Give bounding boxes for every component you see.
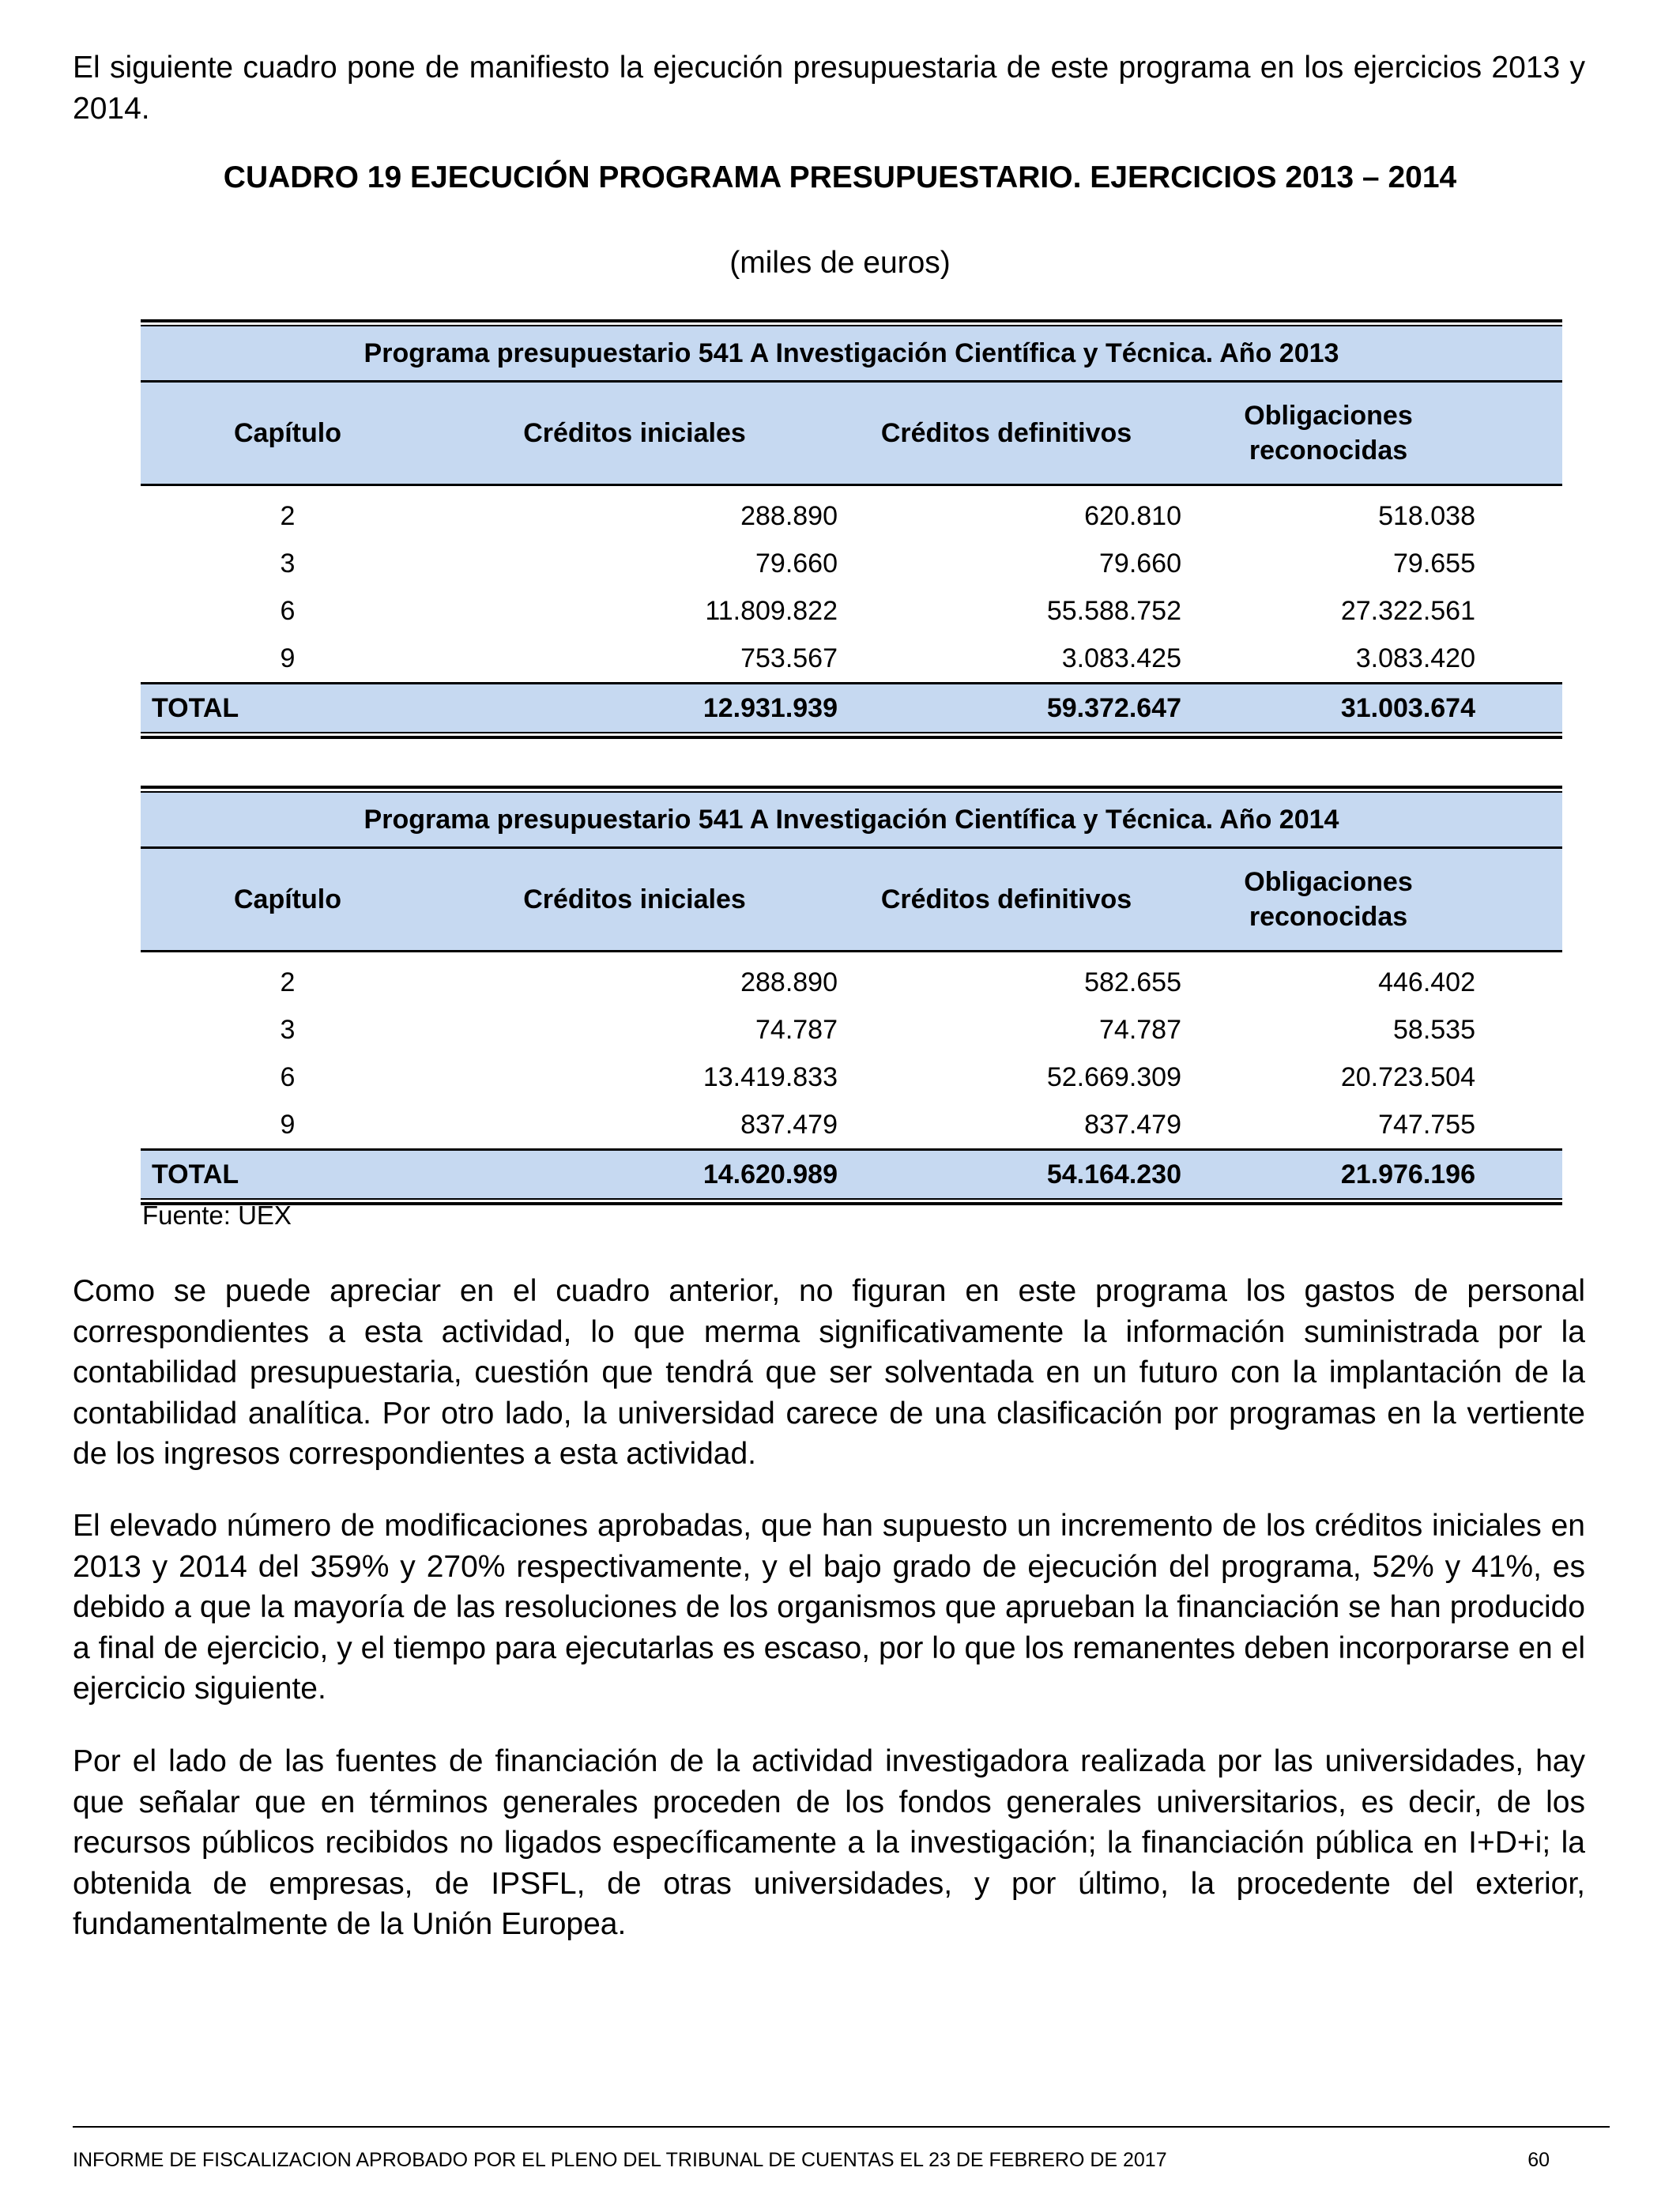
cell-capitulo: 2 [280, 967, 296, 997]
column-header-capitulo: Capítulo [234, 417, 341, 448]
cell-capitulo: 3 [280, 1014, 296, 1045]
cell-obligaciones: 518.038 [1378, 500, 1475, 531]
cell-obligaciones: 27.322.561 [1340, 595, 1475, 626]
total-row [141, 1148, 1562, 1198]
cell-definitivos: 74.787 [1099, 1014, 1181, 1045]
column-header-capitulo: Capítulo [234, 884, 341, 914]
column-header-row [141, 849, 1562, 952]
cell-iniciales: 11.809.822 [705, 595, 838, 626]
cell-obligaciones: 58.535 [1393, 1014, 1475, 1045]
total-label: TOTAL [152, 692, 239, 723]
table-row [141, 540, 1562, 587]
table-row [141, 959, 1562, 1006]
column-header-creditos-definitivos: Créditos definitivos [880, 417, 1132, 448]
table-row [141, 1006, 1562, 1054]
cell-iniciales: 753.567 [740, 643, 838, 673]
budget-table-2014 [141, 786, 1562, 1205]
cell-capitulo: 6 [280, 595, 296, 626]
column-header-creditos-iniciales: Créditos iniciales [523, 884, 746, 914]
budget-table-2013 [141, 319, 1562, 739]
cell-obligaciones: 79.655 [1393, 548, 1475, 579]
cell-obligaciones: 20.723.504 [1340, 1061, 1475, 1092]
cell-obligaciones: 3.083.420 [1355, 643, 1475, 673]
cell-obligaciones: 747.755 [1378, 1109, 1475, 1140]
cell-iniciales: 288.890 [740, 967, 838, 997]
intro-paragraph: El siguiente cuadro pone de manifiesto la ejecución presupuestaria de este programa en los ejercicios 2013 y 2014. [73, 51, 1585, 126]
table-row [141, 587, 1562, 635]
table-units: (miles de euros) [729, 246, 951, 280]
table-bottom-rule [141, 732, 1562, 739]
cell-definitivos: 3.083.425 [1061, 643, 1181, 673]
cell-definitivos: 582.655 [1084, 967, 1181, 997]
total-iniciales: 14.620.989 [703, 1159, 838, 1189]
body-paragraph-2: El elevado número de modificaciones aprobadas, que han supuesto un incremento de los créditos iniciales en 2013 y 2014 del 359% y 270% respectivamente, y el bajo grado de ejecución del programa, 52% y 41%, es debido a que la mayoría de las resoluciones de los organismos que aprueban la financiación se han producido a final de ejercicio, y el tiempo para ejecutarlas es escaso, por lo que los remanentes deben incorporarse en el ejercicio siguiente. [73, 1509, 1585, 1706]
table-row [141, 1101, 1562, 1148]
cell-iniciales: 837.479 [740, 1109, 838, 1140]
total-obligaciones: 31.003.674 [1340, 692, 1475, 723]
total-definitivos: 59.372.647 [1046, 692, 1181, 723]
table-top-rule [141, 786, 1562, 793]
cell-definitivos: 52.669.309 [1046, 1061, 1181, 1092]
column-header-obligaciones [1178, 865, 1478, 934]
table-bottom-rule [141, 1198, 1562, 1205]
total-label: TOTAL [152, 1159, 239, 1189]
cell-definitivos: 620.810 [1084, 500, 1181, 531]
cell-capitulo: 9 [280, 1109, 296, 1140]
column-header-obligaciones-line2: reconocidas [1249, 435, 1408, 466]
cell-capitulo: 2 [280, 500, 296, 531]
page-number: 60 [1527, 2149, 1550, 2171]
footer-text: INFORME DE FISCALIZACION APROBADO POR EL PLENO DEL TRIBUNAL DE CUENTAS EL 23 DE FEBRERO DE 2017 [73, 2149, 1167, 2171]
cell-definitivos: 837.479 [1084, 1109, 1181, 1140]
footer-rule [73, 2126, 1610, 2128]
cell-capitulo: 6 [280, 1061, 296, 1092]
column-header-obligaciones-line1: Obligaciones [1244, 867, 1413, 897]
total-definitivos: 54.164.230 [1046, 1159, 1181, 1189]
table-source: Fuente: UEX [142, 1201, 292, 1230]
column-header-obligaciones-line2: reconocidas [1249, 902, 1408, 932]
cell-definitivos: 55.588.752 [1046, 595, 1181, 626]
total-row [141, 682, 1562, 732]
table-heading: Programa presupuestario 541 A Investigación Científica y Técnica. Año 2013 [141, 326, 1562, 383]
column-header-creditos-iniciales: Créditos iniciales [523, 417, 746, 448]
body-paragraph-1: Como se puede apreciar en el cuadro anterior, no figuran en este programa los gastos de personal correspondientes a esta actividad, lo que merma significativamente la información suministrada por la contabilidad presupuestaria, cuestión que tendrá que ser solventada en un futuro con la implantación de la contabilidad analítica. Por otro lado, la universidad carece de una clasificación por programas en la vertiente de los ingresos correspondientes a esta actividad. [73, 1274, 1585, 1471]
total-iniciales: 12.931.939 [703, 692, 838, 723]
column-header-obligaciones [1178, 398, 1478, 468]
table-row [141, 1054, 1562, 1101]
column-header-creditos-definitivos: Créditos definitivos [880, 884, 1132, 914]
cell-iniciales: 13.419.833 [703, 1061, 838, 1092]
cell-capitulo: 9 [280, 643, 296, 673]
cell-iniciales: 74.787 [755, 1014, 838, 1045]
table-row [141, 492, 1562, 540]
table-top-rule [141, 319, 1562, 326]
body-paragraph-3: Por el lado de las fuentes de financiación de la actividad investigadora realizada por las universidades, hay que señalar que en términos generales proceden de los fondos generales universitarios, es decir, de los recursos públicos recibidos no ligados específicamente a la investigación; la financiación pública en I+D+i; la obtenida de empresas, de IPSFL, de otras universidades, y por último, la procedente del exterior, fundamentalmente de la Unión Europea. [73, 1744, 1585, 1941]
total-obligaciones: 21.976.196 [1340, 1159, 1475, 1189]
cell-iniciales: 79.660 [755, 548, 838, 579]
table-row [141, 635, 1562, 682]
column-header-obligaciones-line1: Obligaciones [1244, 401, 1413, 431]
table-heading: Programa presupuestario 541 A Investigación Científica y Técnica. Año 2014 [141, 793, 1562, 849]
cell-definitivos: 79.660 [1099, 548, 1181, 579]
cell-obligaciones: 446.402 [1378, 967, 1475, 997]
table-title: CUADRO 19 EJECUCIÓN PROGRAMA PRESUPUESTARIO. EJERCICIOS 2013 – 2014 [223, 160, 1457, 194]
cell-capitulo: 3 [280, 548, 296, 579]
cell-iniciales: 288.890 [740, 500, 838, 531]
column-header-row [141, 383, 1562, 486]
